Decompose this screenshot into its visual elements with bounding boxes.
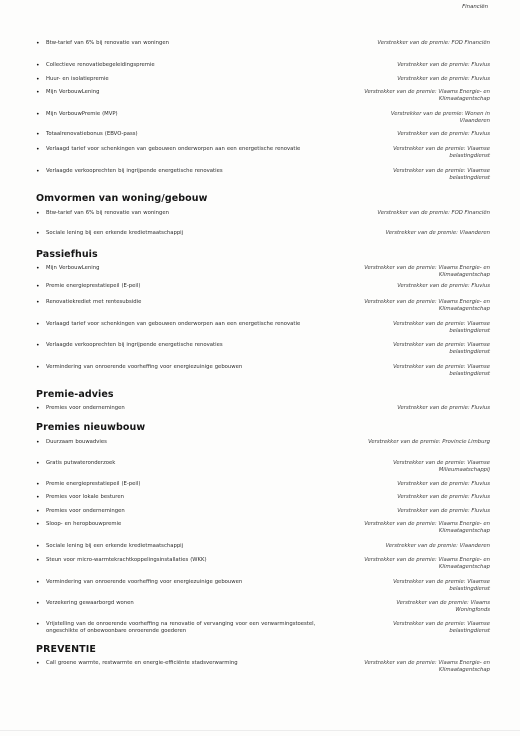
- list-item: [36, 621, 490, 635]
- item-label: Mijn VerbouwLening: [46, 265, 100, 271]
- item-label: Totaalrenovatiebonus (EBVO-pass): [46, 131, 138, 137]
- item-provider: Verstrekker van de premie: Vlaams Energie- en Klimaatagentschap: [364, 89, 490, 102]
- item-label: Mijn VerbouwLening: [46, 89, 100, 95]
- item-provider: Verstrekker van de premie: Vlaams Energie- en Klimaatagentschap: [364, 299, 490, 312]
- bullet-icon: •: [36, 494, 40, 501]
- item-provider: Verstrekker van de premie: Fluvius: [397, 283, 490, 289]
- item-provider: Verstrekker van de premie: Provincie Limburg: [368, 439, 490, 445]
- item-label: Verlaagde verkooprechten bij ingrijpende energetische renovaties: [46, 168, 223, 174]
- list-item: [36, 439, 490, 446]
- item-label: Collectieve renovatiebegeleidingspremie: [46, 62, 155, 68]
- item-label: Vermindering van onroerende voorheffing voor energiezuinige gebouwen: [46, 579, 243, 585]
- list-item: [36, 265, 490, 279]
- item-label: Renovatiekrediet met rentesubsidie: [46, 299, 142, 305]
- section-heading: PREVENTIE: [36, 644, 96, 655]
- bullet-icon: •: [36, 62, 40, 69]
- item-provider: Verstrekker van de premie: Vlaamse belastingdienst: [393, 579, 490, 592]
- list-item: [36, 600, 490, 614]
- item-provider: Verstrekker van de premie: Fluvius: [397, 508, 490, 514]
- top-provider-text: Financiën: [462, 4, 488, 10]
- item-label: Verlaagde verkooprechten bij ingrijpende energetische renovaties: [46, 342, 223, 348]
- bullet-icon: •: [36, 508, 40, 515]
- item-label: Gratis putwateronderzoek: [46, 460, 116, 466]
- bullet-icon: •: [36, 210, 40, 217]
- bullet-icon: •: [36, 168, 40, 175]
- item-label: Verlaagd tarief voor schenkingen van gebouwen onderworpen aan een energetische renovatie: [46, 146, 301, 152]
- list-item: [36, 460, 490, 474]
- section-omvormen: [36, 193, 490, 237]
- bullet-icon: •: [36, 481, 40, 488]
- item-provider: Verstrekker van de premie: Vlaams Woningfonds: [396, 600, 490, 613]
- bullet-icon: •: [36, 557, 40, 564]
- list-item: [36, 543, 490, 550]
- item-provider: Verstrekker van de premie: Fluvius: [397, 131, 490, 137]
- item-provider: Verstrekker van de premie: Fluvius: [397, 494, 490, 500]
- item-label: Steun voor micro-warmtekrachtkoppelingsinstallaties (WKK): [46, 557, 207, 563]
- list-item: [36, 146, 490, 160]
- section-heading: Omvormen van woning/gebouw: [36, 193, 208, 204]
- bullet-icon: •: [36, 230, 40, 237]
- list-item: [36, 508, 490, 515]
- list-item: [36, 405, 490, 412]
- item-provider: Verstrekker van de premie: Vlaams Energie- en Klimaatagentschap: [364, 660, 490, 673]
- item-label: Sloop- en heropbouwpremie: [46, 521, 122, 527]
- item-provider: Verstrekker van de premie: Vlaamse Milieumaatschappij: [393, 460, 490, 473]
- item-label: Vermindering van onroerende voorheffing voor energiezuinige gebouwen: [46, 364, 243, 370]
- list-item: [36, 62, 490, 69]
- section-heading: Premie-advies: [36, 389, 114, 400]
- bullet-icon: •: [36, 521, 40, 528]
- bullet-icon: •: [36, 299, 40, 306]
- bullet-icon: •: [36, 342, 40, 349]
- bullet-icon: •: [36, 600, 40, 607]
- item-provider: Verstrekker van de premie: Vlaamse belastingdienst: [393, 168, 490, 181]
- item-provider: Verstrekker van de premie: Vlaamse belastingdienst: [393, 342, 490, 355]
- list-item: [36, 521, 490, 535]
- scan-edge-line: [0, 730, 520, 731]
- item-label: Btw-tarief van 6% bij renovatie van woningen: [46, 40, 169, 46]
- item-provider: Verstrekker van de premie: Fluvius: [397, 62, 490, 68]
- list-item: [36, 660, 490, 674]
- item-label: Duurzaam bouwadvies: [46, 439, 107, 445]
- item-provider: Verstrekker van de premie: Vlaanderen: [385, 230, 490, 236]
- section-premie-advies: [36, 389, 490, 412]
- bullet-icon: •: [36, 76, 40, 83]
- bullet-icon: •: [36, 89, 40, 96]
- bullet-icon: •: [36, 131, 40, 138]
- item-label: Sociale lening bij een erkende kredietmaatschappij: [46, 230, 184, 236]
- item-provider: Verstrekker van de premie: Vlaamse belastingdienst: [393, 321, 490, 334]
- item-label: Premies voor ondernemingen: [46, 405, 125, 411]
- bullet-icon: •: [36, 364, 40, 371]
- item-provider: Verstrekker van de premie: Vlaamse belastingdienst: [393, 364, 490, 377]
- list-item: [36, 481, 490, 488]
- section-preventie: [36, 644, 490, 673]
- list-item: [36, 89, 490, 103]
- item-label: Huur- en isolatiepremie: [46, 76, 109, 82]
- section-premies-nieuwbouw: [36, 422, 490, 634]
- bullet-icon: •: [36, 579, 40, 586]
- bullet-icon: •: [36, 405, 40, 412]
- bullet-icon: •: [36, 439, 40, 446]
- item-provider: Verstrekker van de premie: Wonen in Vlaanderen: [390, 111, 490, 124]
- list-item: [36, 40, 490, 47]
- item-provider: Verstrekker van de premie: Vlaanderen: [385, 543, 490, 549]
- bullet-icon: •: [36, 660, 40, 667]
- bullet-icon: •: [36, 621, 40, 628]
- item-provider: Verstrekker van de premie: FOD Financiën: [377, 210, 490, 216]
- list-item: [36, 494, 490, 501]
- bullet-icon: •: [36, 321, 40, 328]
- list-item: [36, 557, 490, 571]
- item-label: Premie energieprestatiepeil (E-peil): [46, 283, 141, 289]
- list-item: [36, 230, 490, 237]
- item-label: Btw-tarief van 6% bij renovatie van woningen: [46, 210, 169, 216]
- item-label: Verlaagd tarief voor schenkingen van gebouwen onderworpen aan een energetische renovatie: [46, 321, 301, 327]
- list-item: [36, 364, 490, 378]
- item-provider: Verstrekker van de premie: Vlaams Energie- en Klimaatagentschap: [364, 265, 490, 278]
- item-label: Vrijstelling van de onroerende voorheffing na renovatie of vervanging voor een verwarmingstoestel, ongeschikte of onbewoonbare onroerende goederen: [46, 621, 316, 634]
- item-label: Premie energieprestatiepeil (E-peil): [46, 481, 141, 487]
- bullet-icon: •: [36, 460, 40, 467]
- list-item: [36, 579, 490, 593]
- item-label: Premies voor lokale besturen: [46, 494, 124, 500]
- item-label: Sociale lening bij een erkende kredietmaatschappij: [46, 543, 184, 549]
- list-item: [36, 131, 490, 138]
- item-provider: Verstrekker van de premie: Fluvius: [397, 481, 490, 487]
- list-item: [36, 111, 490, 125]
- item-provider: Verstrekker van de premie: Vlaams Energie- en Klimaatagentschap: [364, 557, 490, 570]
- item-label: Verzekering gewaarborgd wonen: [46, 600, 134, 606]
- list-item: [36, 321, 490, 335]
- item-provider: Verstrekker van de premie: Vlaamse belastingdienst: [393, 146, 490, 159]
- item-provider: Verstrekker van de premie: Vlaams Energie- en Klimaatagentschap: [364, 521, 490, 534]
- item-provider: Verstrekker van de premie: Vlaamse belastingdienst: [393, 621, 490, 634]
- item-label: Mijn VerbouwPremie (MVP): [46, 111, 118, 117]
- list-item: [36, 76, 490, 83]
- list-item: [36, 283, 490, 290]
- section-heading: Passiefhuis: [36, 249, 98, 260]
- bullet-icon: •: [36, 543, 40, 550]
- bullet-icon: •: [36, 146, 40, 153]
- list-item: [36, 210, 490, 217]
- list-item: [36, 299, 490, 313]
- list-item: [36, 168, 490, 182]
- bullet-icon: •: [36, 111, 40, 118]
- list-item: [36, 342, 490, 356]
- item-label: Call groene warmte, restwarmte en energie-efficiënte stadsverwarming: [46, 660, 238, 666]
- section-heading: Premies nieuwbouw: [36, 422, 146, 433]
- item-provider: Verstrekker van de premie: FOD Financiën: [377, 40, 490, 46]
- section-passiefhuis: [36, 249, 490, 377]
- bullet-icon: •: [36, 283, 40, 290]
- item-provider: Verstrekker van de premie: Fluvius: [397, 76, 490, 82]
- item-provider: Verstrekker van de premie: Fluvius: [397, 405, 490, 411]
- bullet-icon: •: [36, 265, 40, 272]
- item-label: Premies voor ondernemingen: [46, 508, 125, 514]
- bullet-icon: •: [36, 40, 40, 47]
